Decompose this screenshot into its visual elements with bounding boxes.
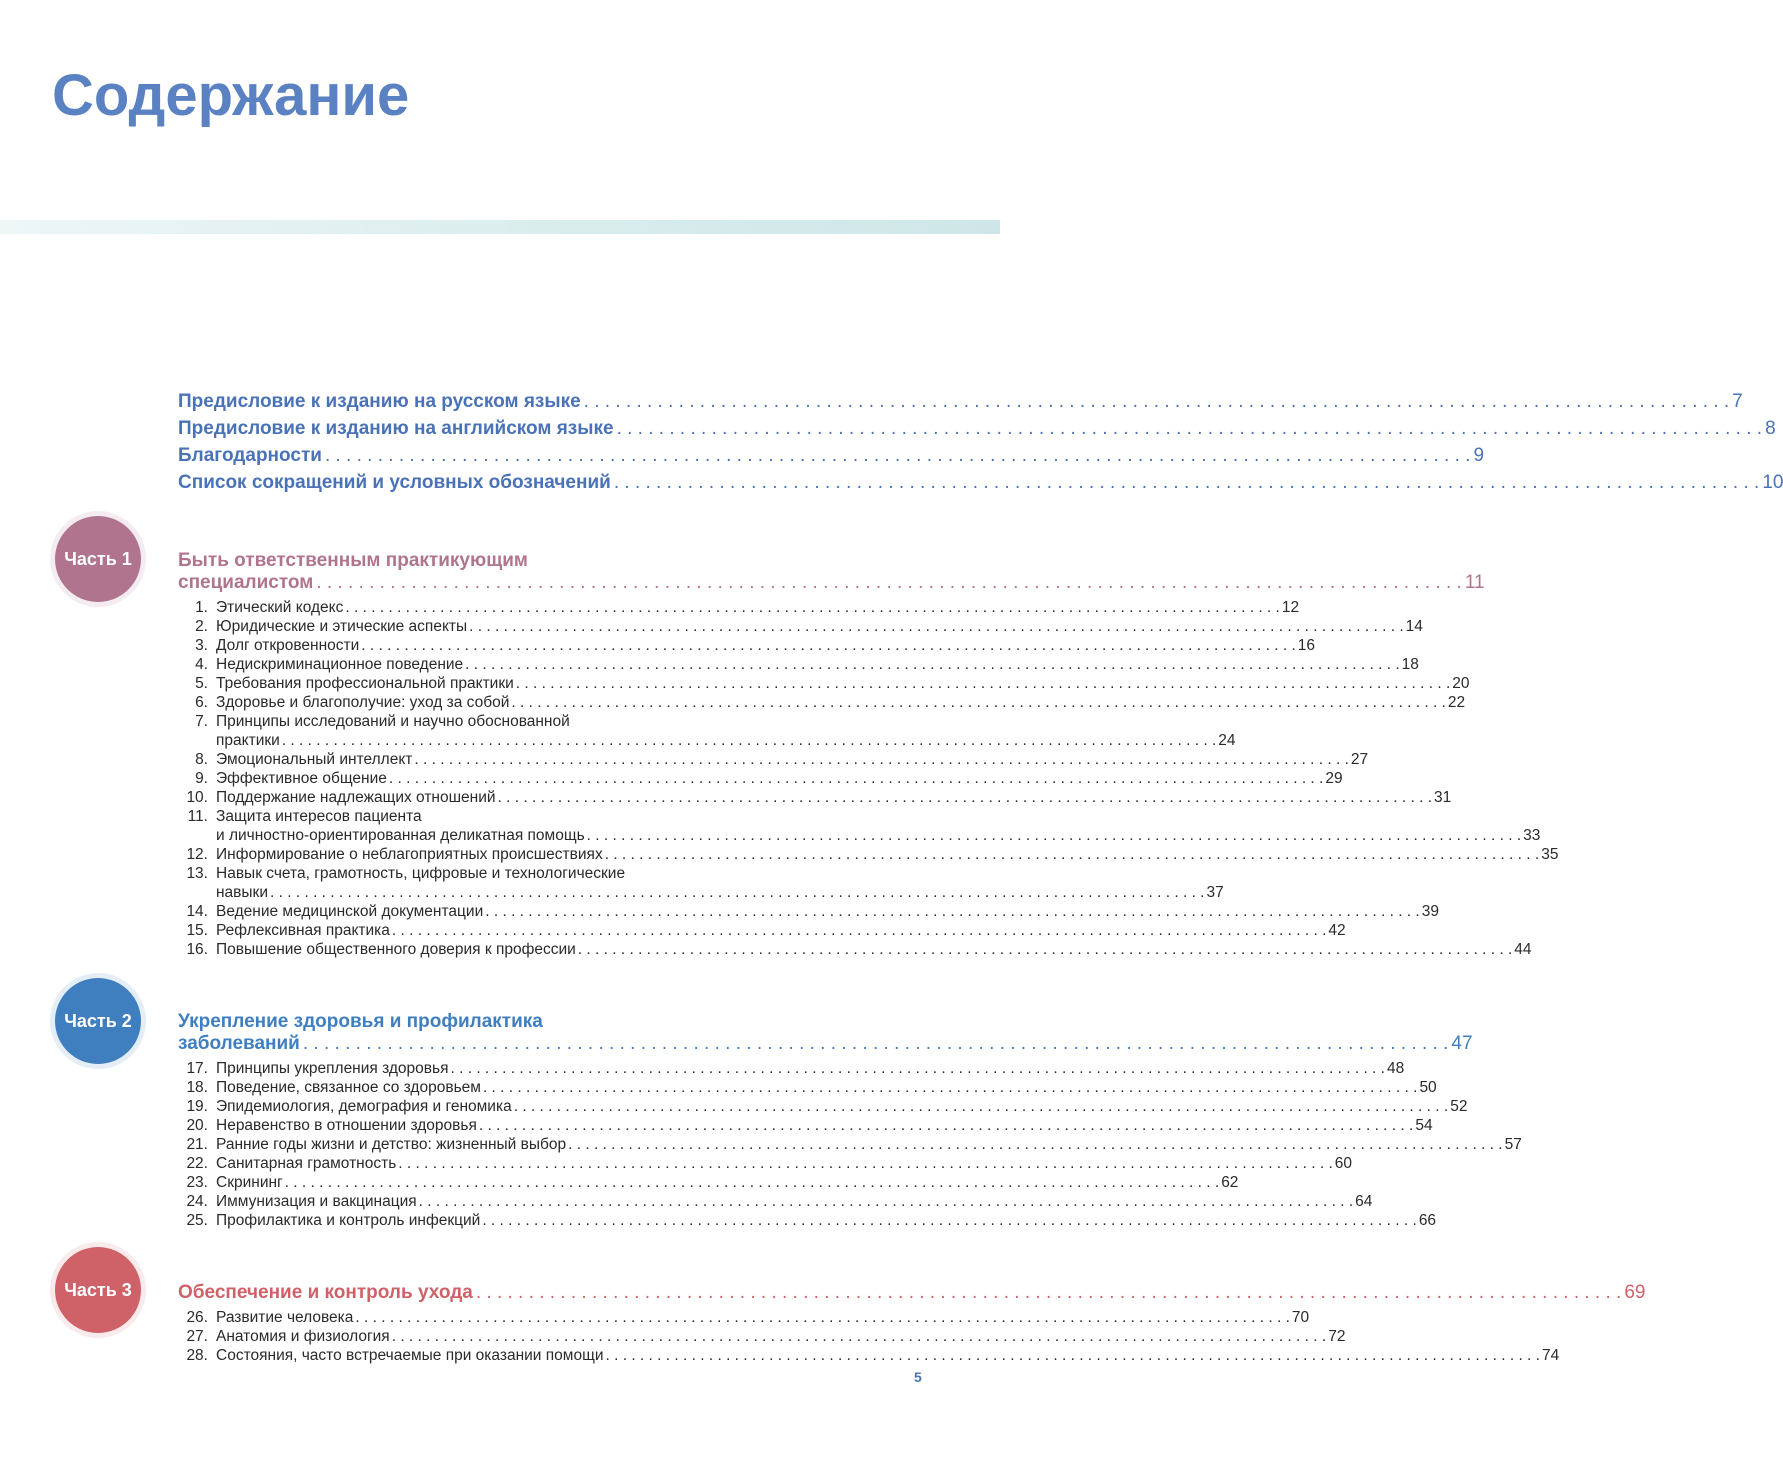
chapter-entry	[178, 1346, 1560, 1365]
chapter-label: Санитарная грамотность	[216, 1155, 397, 1172]
chapter-body	[216, 674, 1470, 693]
chapter-page: 64	[1355, 1193, 1373, 1210]
chapter-body	[216, 617, 1423, 636]
chapter-body	[216, 921, 1346, 940]
chapter-label: Развитие человека	[216, 1309, 354, 1326]
chapter-number: 5.	[195, 675, 208, 692]
chapter-page: 54	[1415, 1117, 1433, 1134]
part-heading	[178, 550, 1485, 594]
dot-leader	[392, 921, 1327, 940]
front-matter-item-page: 7	[1732, 391, 1743, 412]
dot-leader	[476, 1282, 1622, 1304]
dot-leader	[482, 1211, 1417, 1230]
front-matter-item-label: Список сокращений и условных обозначений	[178, 472, 611, 493]
page-title: Содержание	[52, 63, 410, 128]
chapter-page: 72	[1328, 1328, 1346, 1345]
chapter-number: 28.	[186, 1347, 208, 1364]
chapter-title-line: Принципы исследований и научно обоснованной	[216, 713, 570, 730]
chapter-body	[216, 788, 1451, 807]
chapter-page: 66	[1418, 1212, 1437, 1229]
dot-leader	[450, 1059, 1385, 1078]
chapter-entry	[178, 1059, 1405, 1078]
dot-leader	[605, 1346, 1540, 1365]
chapter-label: Информирование о неблагоприятных происшествиях	[216, 846, 603, 863]
chapter-page: 14	[1405, 618, 1423, 635]
chapter-entry	[178, 788, 1452, 807]
dot-leader	[587, 826, 1522, 845]
chapter-page: 50	[1419, 1079, 1437, 1096]
part-badge: Часть 3	[55, 1247, 141, 1333]
chapter-page: 22	[1447, 694, 1466, 711]
chapter-label: Принципы укрепления здоровья	[216, 1060, 449, 1077]
chapter-line	[216, 655, 1419, 674]
chapter-body	[216, 598, 1299, 617]
chapter-body	[216, 1308, 1309, 1327]
dot-leader	[345, 598, 1280, 617]
dot-leader	[578, 940, 1513, 959]
part-title-page: 69	[1624, 1282, 1646, 1303]
front-matter-item-label: Предисловие к изданию на русском языке	[178, 391, 581, 412]
chapter-label: Скрининг	[216, 1174, 283, 1191]
chapter-page: 37	[1206, 884, 1224, 901]
chapter-label: Юридические и этические аспекты	[216, 618, 468, 635]
chapter-number: 10.	[186, 789, 208, 806]
front-matter-item-page: 10	[1762, 472, 1783, 493]
chapter-entry	[178, 1116, 1433, 1135]
chapter-body	[216, 940, 1532, 959]
chapter-body	[216, 1154, 1352, 1173]
chapter-label: Повышение общественного доверия к профессии	[216, 941, 576, 958]
chapter-body	[216, 1346, 1559, 1365]
chapter-page: 29	[1325, 770, 1343, 787]
chapter-page: 48	[1386, 1060, 1405, 1077]
chapter-number: 21.	[186, 1136, 208, 1153]
chapter-label: Ранние годы жизни и детство: жизненный выбор	[216, 1136, 567, 1153]
chapter-entry	[178, 1097, 1468, 1116]
chapter-line	[216, 1192, 1372, 1211]
dot-leader	[514, 1097, 1449, 1116]
chapter-entry	[178, 864, 1224, 902]
chapter-entry	[178, 1173, 1239, 1192]
front-matter-item-line	[178, 388, 1743, 415]
dot-leader	[617, 415, 1763, 442]
chapter-line	[216, 845, 1558, 864]
chapter-body	[216, 807, 1540, 845]
chapter-entry	[178, 712, 1236, 750]
chapter-line	[216, 826, 1540, 845]
dot-leader	[392, 1327, 1327, 1346]
dot-leader	[303, 1033, 1449, 1055]
chapter-line	[216, 1059, 1404, 1078]
front-matter-item-page: 8	[1765, 418, 1776, 439]
dot-leader	[485, 902, 1420, 921]
chapter-body	[216, 864, 1224, 902]
chapter-line	[216, 1135, 1522, 1154]
front-matter-list	[178, 388, 1783, 496]
chapter-line	[216, 1097, 1467, 1116]
chapter-entry	[178, 655, 1419, 674]
chapter-label: Анатомия и физиология	[216, 1328, 390, 1345]
front-matter-item-page: 9	[1473, 445, 1485, 466]
chapter-entry	[178, 617, 1423, 636]
part-title-line: Быть ответственным практикующим	[178, 550, 528, 571]
part-title-page: 47	[1451, 1033, 1473, 1054]
chapter-label: Долг откровенности	[216, 637, 360, 654]
dot-leader	[285, 1173, 1220, 1192]
dot-leader	[465, 655, 1400, 674]
chapter-body	[216, 636, 1315, 655]
chapter-label: Неравенство в отношении здоровья	[216, 1117, 477, 1134]
dot-leader	[389, 769, 1324, 788]
chapter-entry	[178, 845, 1559, 864]
chapter-line	[216, 1346, 1559, 1365]
dot-leader	[511, 693, 1446, 712]
chapter-entry	[178, 1135, 1522, 1154]
chapter-label: Эмоциональный интеллект	[216, 751, 413, 768]
chapter-page: 18	[1401, 656, 1419, 673]
chapter-label: Рефлексивная практика	[216, 922, 390, 939]
chapter-number: 8.	[195, 751, 208, 768]
chapter-line	[216, 750, 1368, 769]
chapter-number: 6.	[195, 694, 208, 711]
dot-leader	[479, 1116, 1414, 1135]
chapter-body	[216, 1211, 1436, 1230]
dot-leader	[568, 1135, 1503, 1154]
chapter-body	[216, 1173, 1238, 1192]
chapter-label: Недискриминационное поведение	[216, 656, 464, 673]
chapter-line	[216, 598, 1299, 617]
chapter-page: 60	[1334, 1155, 1353, 1172]
chapter-label: Эффективное общение	[216, 770, 387, 787]
front-matter-item-line	[178, 469, 1783, 496]
chapter-label: Здоровье и благополучие: уход за собой	[216, 694, 510, 711]
page-number: 5	[914, 1369, 922, 1385]
part-title-label: специалистом	[178, 572, 314, 593]
chapter-page: 44	[1514, 941, 1532, 958]
chapter-entry	[178, 598, 1300, 617]
chapter-number: 17.	[186, 1060, 208, 1077]
chapter-page: 52	[1450, 1098, 1468, 1115]
chapter-list	[178, 1308, 1560, 1365]
dot-leader	[270, 883, 1205, 902]
chapter-page: 39	[1421, 903, 1439, 920]
chapter-entry	[178, 1154, 1353, 1173]
chapter-entry	[178, 750, 1369, 769]
chapter-body	[216, 845, 1558, 864]
dot-leader	[325, 442, 1471, 469]
chapter-body	[216, 693, 1465, 712]
chapter-label: Эпидемиология, демография и геномика	[216, 1098, 512, 1115]
chapter-number: 9.	[195, 770, 208, 787]
chapter-number: 7.	[195, 713, 208, 730]
chapter-entry	[178, 1211, 1437, 1230]
chapter-label: навыки	[216, 884, 268, 901]
chapter-label: практики	[216, 732, 280, 749]
dot-leader	[469, 617, 1404, 636]
chapter-page: 33	[1523, 827, 1541, 844]
chapter-page: 35	[1541, 846, 1559, 863]
chapter-line	[216, 674, 1470, 693]
chapter-body	[216, 655, 1419, 674]
chapter-line	[216, 883, 1224, 902]
dot-leader	[483, 1078, 1418, 1097]
chapter-title-line: Защита интересов пациента	[216, 808, 422, 825]
dot-leader	[355, 1308, 1290, 1327]
chapter-number: 23.	[186, 1174, 208, 1191]
chapter-line	[216, 902, 1439, 921]
dot-leader	[414, 750, 1349, 769]
part-title-label: заболеваний	[178, 1033, 300, 1054]
part-heading	[178, 1282, 1646, 1304]
dot-leader	[398, 1154, 1333, 1173]
chapter-body	[216, 712, 1236, 750]
chapter-number: 15.	[186, 922, 208, 939]
chapter-page: 24	[1218, 732, 1236, 749]
chapter-page: 74	[1541, 1347, 1560, 1364]
chapter-label: Состояния, часто встречаемые при оказании помощи	[216, 1347, 604, 1364]
chapter-number: 2.	[195, 618, 208, 635]
part-badge: Часть 1	[55, 516, 141, 602]
chapter-number: 16.	[186, 941, 208, 958]
chapter-entry	[178, 1078, 1437, 1097]
chapter-body	[216, 750, 1368, 769]
chapter-entry	[178, 636, 1316, 655]
part-title-label: Обеспечение и контроль ухода	[178, 1282, 473, 1303]
chapter-number: 11.	[187, 808, 208, 825]
chapter-body	[216, 1097, 1467, 1116]
chapter-number: 20.	[186, 1117, 208, 1134]
dot-leader	[516, 674, 1451, 693]
chapter-page: 12	[1281, 599, 1300, 616]
chapter-entry	[178, 1327, 1346, 1346]
chapter-line	[216, 1211, 1436, 1230]
chapter-body	[216, 1135, 1522, 1154]
chapter-number: 22.	[186, 1155, 208, 1172]
chapter-line	[216, 1308, 1309, 1327]
chapter-line	[216, 1154, 1352, 1173]
chapter-line	[216, 636, 1315, 655]
chapter-page: 57	[1504, 1136, 1522, 1153]
chapter-entry	[178, 921, 1346, 940]
chapter-entry	[178, 1192, 1373, 1211]
chapter-entry	[178, 1308, 1310, 1327]
front-matter-item-label: Предисловие к изданию на английском языке	[178, 418, 614, 439]
front-matter-item-line	[178, 415, 1776, 442]
chapter-number: 26.	[186, 1309, 208, 1326]
chapter-label: Поддержание надлежащих отношений	[216, 789, 496, 806]
dot-leader	[614, 469, 1760, 496]
dot-leader	[605, 845, 1540, 864]
chapter-entry	[178, 693, 1466, 712]
chapter-list	[178, 1059, 1522, 1230]
chapter-title-line: Навык счета, грамотность, цифровые и технологические	[216, 865, 626, 882]
chapter-label: Этический кодекс	[216, 599, 344, 616]
dot-leader	[282, 731, 1217, 750]
chapter-number: 19.	[186, 1098, 208, 1115]
chapter-label: Профилактика и контроль инфекций	[216, 1212, 481, 1229]
chapter-page: 16	[1297, 637, 1316, 654]
chapter-page: 31	[1434, 789, 1452, 806]
chapter-list	[178, 598, 1559, 959]
chapter-page: 70	[1291, 1309, 1310, 1326]
chapter-line	[216, 1173, 1238, 1192]
part-title-page: 11	[1464, 572, 1485, 593]
part-title-line	[178, 572, 1485, 594]
chapter-number: 27.	[186, 1328, 208, 1345]
chapter-line	[216, 693, 1465, 712]
chapter-entry	[178, 674, 1470, 693]
part-title-line	[178, 1033, 1473, 1055]
chapter-line	[216, 617, 1423, 636]
chapter-number: 3.	[195, 637, 208, 654]
dot-leader	[361, 636, 1296, 655]
chapter-entry	[178, 902, 1439, 921]
chapter-label: Ведение медицинской документации	[216, 903, 484, 920]
chapter-number: 14.	[186, 903, 208, 920]
dot-leader	[316, 572, 1462, 594]
chapter-page: 62	[1221, 1174, 1239, 1191]
chapter-number: 4.	[195, 656, 208, 673]
chapter-line	[216, 1116, 1433, 1135]
chapter-label: Требования профессиональной практики	[216, 675, 514, 692]
chapter-number: 18.	[186, 1079, 208, 1096]
part-title-line	[178, 1282, 1646, 1304]
part-heading	[178, 1011, 1473, 1055]
chapter-body	[216, 1059, 1404, 1078]
dot-leader	[419, 1192, 1354, 1211]
chapter-entry	[178, 807, 1541, 845]
dot-leader	[498, 788, 1433, 807]
front-matter-item-label: Благодарности	[178, 445, 322, 466]
chapter-number: 24.	[186, 1193, 208, 1210]
chapter-body	[216, 902, 1439, 921]
front-matter-item-line	[178, 442, 1485, 469]
chapter-page: 42	[1328, 922, 1346, 939]
chapter-body	[216, 1327, 1345, 1346]
chapter-line	[216, 940, 1532, 959]
chapter-label: Поведение, связанное со здоровьем	[216, 1079, 481, 1096]
chapter-line	[216, 788, 1451, 807]
title-divider-band	[0, 220, 1000, 234]
chapter-body	[216, 769, 1343, 788]
chapter-body	[216, 1078, 1437, 1097]
chapter-number: 25.	[186, 1212, 208, 1229]
chapter-line	[216, 1078, 1437, 1097]
dot-leader	[584, 388, 1730, 415]
chapter-entry	[178, 769, 1343, 788]
chapter-body	[216, 1116, 1433, 1135]
chapter-entry	[178, 940, 1532, 959]
chapter-line	[216, 1327, 1345, 1346]
chapter-page: 27	[1350, 751, 1369, 768]
chapter-page: 20	[1452, 675, 1470, 692]
part-title-line: Укрепление здоровья и профилактика	[178, 1011, 543, 1032]
chapter-line	[216, 921, 1346, 940]
chapter-line	[216, 731, 1236, 750]
chapter-label: и личностно-ориентированная деликатная помощь	[216, 827, 585, 844]
chapter-label: Иммунизация и вакцинация	[216, 1193, 417, 1210]
chapter-number: 12.	[186, 846, 208, 863]
chapter-line	[216, 769, 1343, 788]
chapter-number: 1.	[195, 599, 208, 616]
chapter-number: 13.	[186, 865, 208, 882]
part-badge: Часть 2	[55, 978, 141, 1064]
chapter-body	[216, 1192, 1372, 1211]
